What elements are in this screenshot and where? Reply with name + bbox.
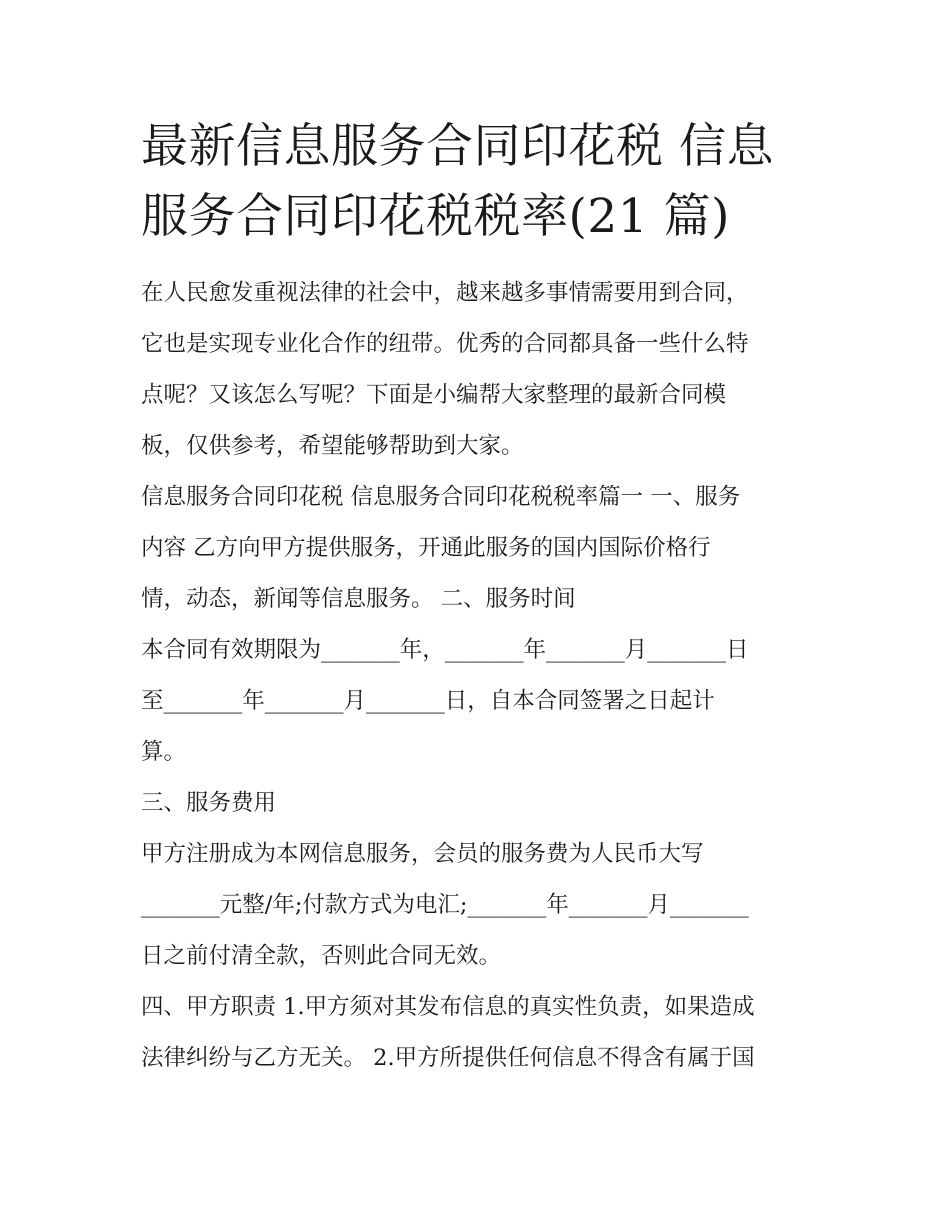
text-line: 内容 乙方向甲方提供服务，开通此服务的国内国际价格行 <box>141 535 711 561</box>
paragraph-service-fee <box>141 829 821 982</box>
title-line-2: 服务合同印花税税率(21 篇) <box>141 189 730 244</box>
text-line: 至_______年_______月_______日，自本合同签署之日起计 <box>141 688 715 714</box>
text-line: _______元整/年;付款方式为电汇;_______年_______月_______ <box>141 892 749 918</box>
text-line: 三、服务费用 <box>141 790 277 816</box>
text-line: 在人民愈发重视法律的社会中，越来越多事情需要用到合同， <box>141 280 749 306</box>
paragraph-validity-period <box>141 625 821 778</box>
text-line: 甲方注册成为本网信息服务，会员的服务费为人民币大写 <box>141 841 704 867</box>
text-line: 日之前付清全款，否则此合同无效。 <box>141 943 502 969</box>
title-line-1: 最新信息服务合同印花税 信息 <box>141 119 774 174</box>
text-line: 算。 <box>141 739 187 765</box>
paragraph-section-3-heading <box>141 778 821 829</box>
paragraph-section-1 <box>141 472 821 625</box>
text-line: 四、甲方职责 1.甲方须对其发布信息的真实性负责，如果造成 <box>141 994 755 1020</box>
document-page <box>141 112 821 1084</box>
paragraph-intro <box>141 268 821 472</box>
text-line: 法律纠纷与乙方无关。 2.甲方所提供任何信息不得含有属于国 <box>141 1045 755 1071</box>
text-line: 它也是实现专业化合作的纽带。优秀的合同都具备一些什么特 <box>141 331 749 357</box>
text-line: 情，动态，新闻等信息服务。 二、服务时间 <box>141 586 576 612</box>
paragraph-party-a-duties <box>141 982 821 1084</box>
text-line: 本合同有效期限为_______年，_______年_______月_______日 <box>141 637 749 663</box>
text-line: 板，仅供参考，希望能够帮助到大家。 <box>141 433 524 459</box>
text-line: 信息服务合同印花税 信息服务合同印花税税率篇一 一、服务 <box>141 484 741 510</box>
text-line: 点呢？又该怎么写呢？下面是小编帮大家整理的最新合同模 <box>141 382 727 408</box>
document-title <box>141 112 821 252</box>
document-body <box>141 268 821 1084</box>
